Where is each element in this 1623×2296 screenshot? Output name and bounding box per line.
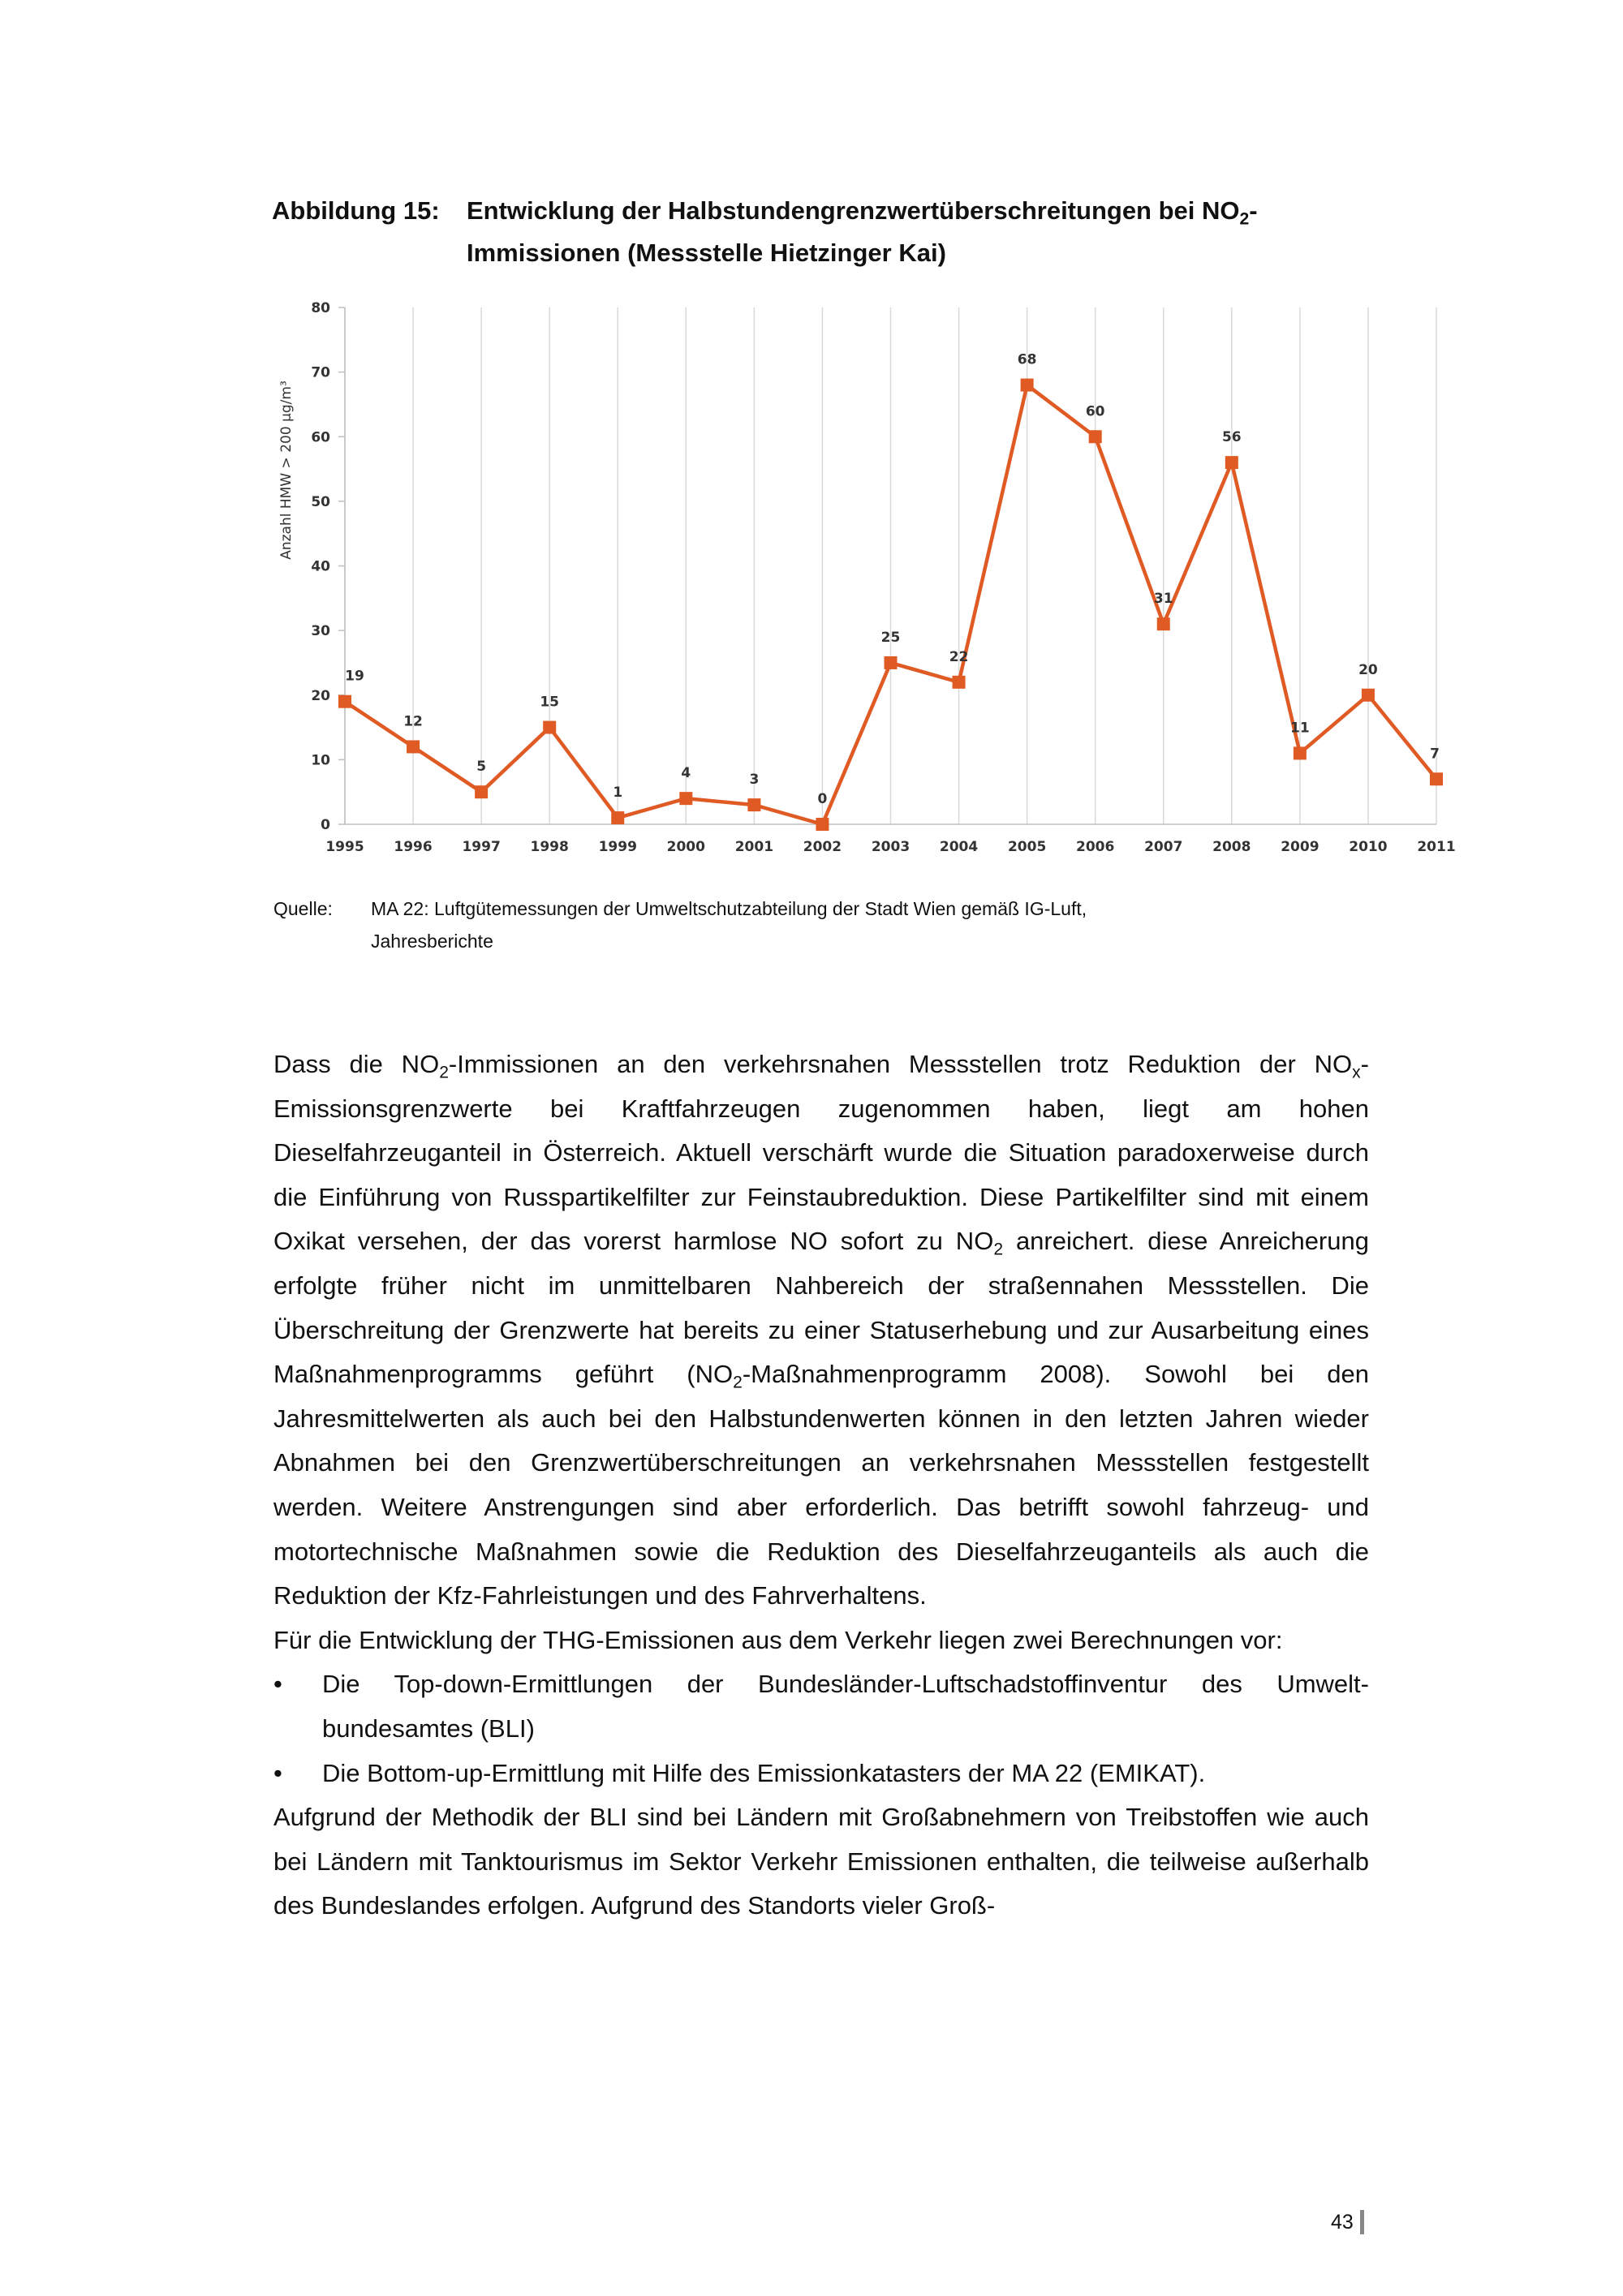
x-tick-label-1998: 1998 — [530, 839, 569, 855]
data-label-2001: 3 — [749, 772, 760, 789]
data-point-1996 — [407, 740, 420, 753]
data-label-1996: 12 — [403, 713, 423, 730]
list-item: • Die Bottom-up-Ermittlung mit Hilfe des Emissionkatasters der MA 22 (EMIKAT). — [273, 1752, 1369, 1796]
bullet-list — [273, 1662, 1369, 1795]
figure-title-line2: Immissionen (Messstelle Hietzinger Kai) — [467, 239, 946, 267]
source-text: MA 22: Luftgütemessungen der Umweltschutzabteilung der Stadt Wien gemäß IG-Luft, Jahresberichte — [371, 898, 1087, 952]
data-point-2010 — [1362, 689, 1375, 702]
data-label-2009: 11 — [1290, 720, 1310, 737]
y-axis-label: Anzahl HMW > 200 µg/m³ — [278, 381, 295, 560]
x-tick-label-2000: 2000 — [666, 839, 705, 855]
x-tick-label-2010: 2010 — [1349, 839, 1388, 855]
paragraph-bli: Aufgrund der Methodik der BLI sind bei Ländern mit Großabnehmern von Treibstoffen wie auch bei Ländern mit Tanktourismus im Sektor Verkehr Emissionen enthalten, die teilweise außerhalb des Bundeslandes erfolgen. Aufgrund des Standorts vieler Groß- — [273, 1803, 1369, 1920]
data-label-2011: 7 — [1430, 746, 1440, 763]
data-point-2006 — [1089, 430, 1102, 443]
x-tick-label-2007: 2007 — [1144, 839, 1183, 855]
x-tick-label-2004: 2004 — [939, 839, 979, 855]
x-tick-label-2009: 2009 — [1281, 839, 1319, 855]
data-label-2010: 20 — [1358, 661, 1378, 678]
data-point-2005 — [1021, 379, 1034, 392]
data-point-2002 — [816, 818, 829, 831]
data-point-1998 — [543, 721, 556, 734]
data-label-1995: 19 — [345, 668, 364, 685]
data-point-2001 — [747, 798, 760, 811]
data-label-2000: 4 — [681, 765, 691, 782]
x-tick-label-1999: 1999 — [598, 839, 637, 855]
x-tick-label-1997: 1997 — [462, 839, 501, 855]
data-label-2003: 25 — [880, 629, 901, 646]
page-number: 43 — [1331, 2210, 1364, 2234]
data-point-1995 — [338, 695, 351, 708]
y-tick-label-70: 70 — [311, 364, 330, 381]
data-label-2002: 0 — [817, 791, 828, 807]
x-tick-label-2005: 2005 — [1007, 839, 1047, 855]
list-item: • Die Top-down-Ermittlungen der Bundesländer-Luftschadstoffinventur des Umwelt-bundesamtes (BLI) — [273, 1662, 1369, 1751]
paragraph-thg: Für die Entwicklung der THG-Emissionen aus dem Verkehr liegen zwei Berechnungen vor: — [273, 1625, 1283, 1654]
data-label-1998: 15 — [540, 694, 560, 711]
bullet-icon: • — [273, 1670, 282, 1699]
data-label-2004: 22 — [949, 648, 969, 665]
paragraph-no2: Dass die $NO_2$-Immissionen an den verkehrsnahen Messstellen trotz Reduktion der $NO_x$-Emissionsgrenzwerte bei Kraftfahrzeugen zugenommen haben, liegt am hohen Dieselfahrzeuganteil in Österreich. Aktuell verschärft wurde die Situation paradoxerweise durch die Einführung von Russpartikelfilter zur Feinstaubreduktion. Diese Partikelfilter sind mit einem Oxikat versehen, der das vorerst harmlose NO sofort zu $NO_2$ anreichert. diese Anreicherung erfolgte früher nicht im unmittelbaren Nahbereich der straßennahen Messstellen. Die Überschreitung der Grenzwerte hat bereits zu einer Statuserhebung und zur Ausarbeitung eines Maßnahmenprogramms geführt ($NO_2$-Maßnahmenprogramm 2008). Sowohl bei den Jahresmittelwerten als auch bei den Halbstundenwerten können in den letzten Jahren wieder Abnahmen bei den Grenzwertüberschreitungen an verkehrsnahen Messstellen festgestellt werden. Weitere Anstrengungen sind aber erforderlich. Das betrifft sowohl fahrzeug- und motortechnische Maßnahmen sowie die Reduktion des Dieselfahrzeuganteils als auch die Reduktion der Kfz-Fahrleistungen und des Fahrverhaltens. — [273, 1050, 1369, 1610]
x-tick-label-2006: 2006 — [1076, 839, 1115, 855]
data-point-1999 — [611, 811, 624, 824]
figure-title-line1: Entwicklung der Halbstundengrenzwertüberschreitungen bei $NO_2-$ — [467, 196, 1258, 229]
data-point-2004 — [953, 676, 966, 689]
data-label-2007: 31 — [1153, 591, 1173, 608]
x-tick-label-2001: 2001 — [734, 839, 774, 855]
y-tick-label-80: 80 — [311, 300, 330, 316]
y-tick-label-10: 10 — [311, 752, 330, 769]
x-tick-label-2011: 2011 — [1417, 839, 1456, 855]
x-tick-label-2002: 2002 — [803, 839, 842, 855]
x-tick-label-1995: 1995 — [325, 839, 364, 855]
data-point-2009 — [1294, 746, 1307, 759]
x-tick-label-2008: 2008 — [1212, 839, 1251, 855]
data-point-1997 — [475, 785, 488, 798]
data-point-2011 — [1430, 772, 1443, 785]
y-tick-label-40: 40 — [311, 558, 330, 575]
figure-number: Abbildung 15: — [272, 196, 440, 225]
y-tick-label-60: 60 — [311, 429, 330, 446]
data-point-2003 — [885, 656, 898, 669]
y-tick-label-50: 50 — [311, 493, 330, 510]
data-label-1999: 1 — [613, 785, 623, 802]
y-tick-label-20: 20 — [311, 687, 330, 704]
y-tick-label-0: 0 — [321, 817, 330, 833]
line-chart — [268, 292, 1469, 860]
bullet-icon: • — [273, 1758, 282, 1787]
y-tick-label-30: 30 — [311, 623, 330, 640]
x-tick-label-2003: 2003 — [871, 839, 911, 855]
data-point-2000 — [679, 792, 692, 805]
data-point-2008 — [1225, 456, 1238, 469]
data-label-2006: 60 — [1085, 403, 1105, 420]
source-label: Quelle: — [273, 898, 333, 919]
data-label-2005: 68 — [1017, 351, 1037, 368]
data-point-2007 — [1157, 617, 1170, 630]
body-text — [273, 1043, 1369, 1928]
x-tick-label-1996: 1996 — [394, 839, 433, 855]
data-label-1997: 5 — [476, 759, 487, 776]
data-label-2008: 56 — [1221, 429, 1242, 446]
